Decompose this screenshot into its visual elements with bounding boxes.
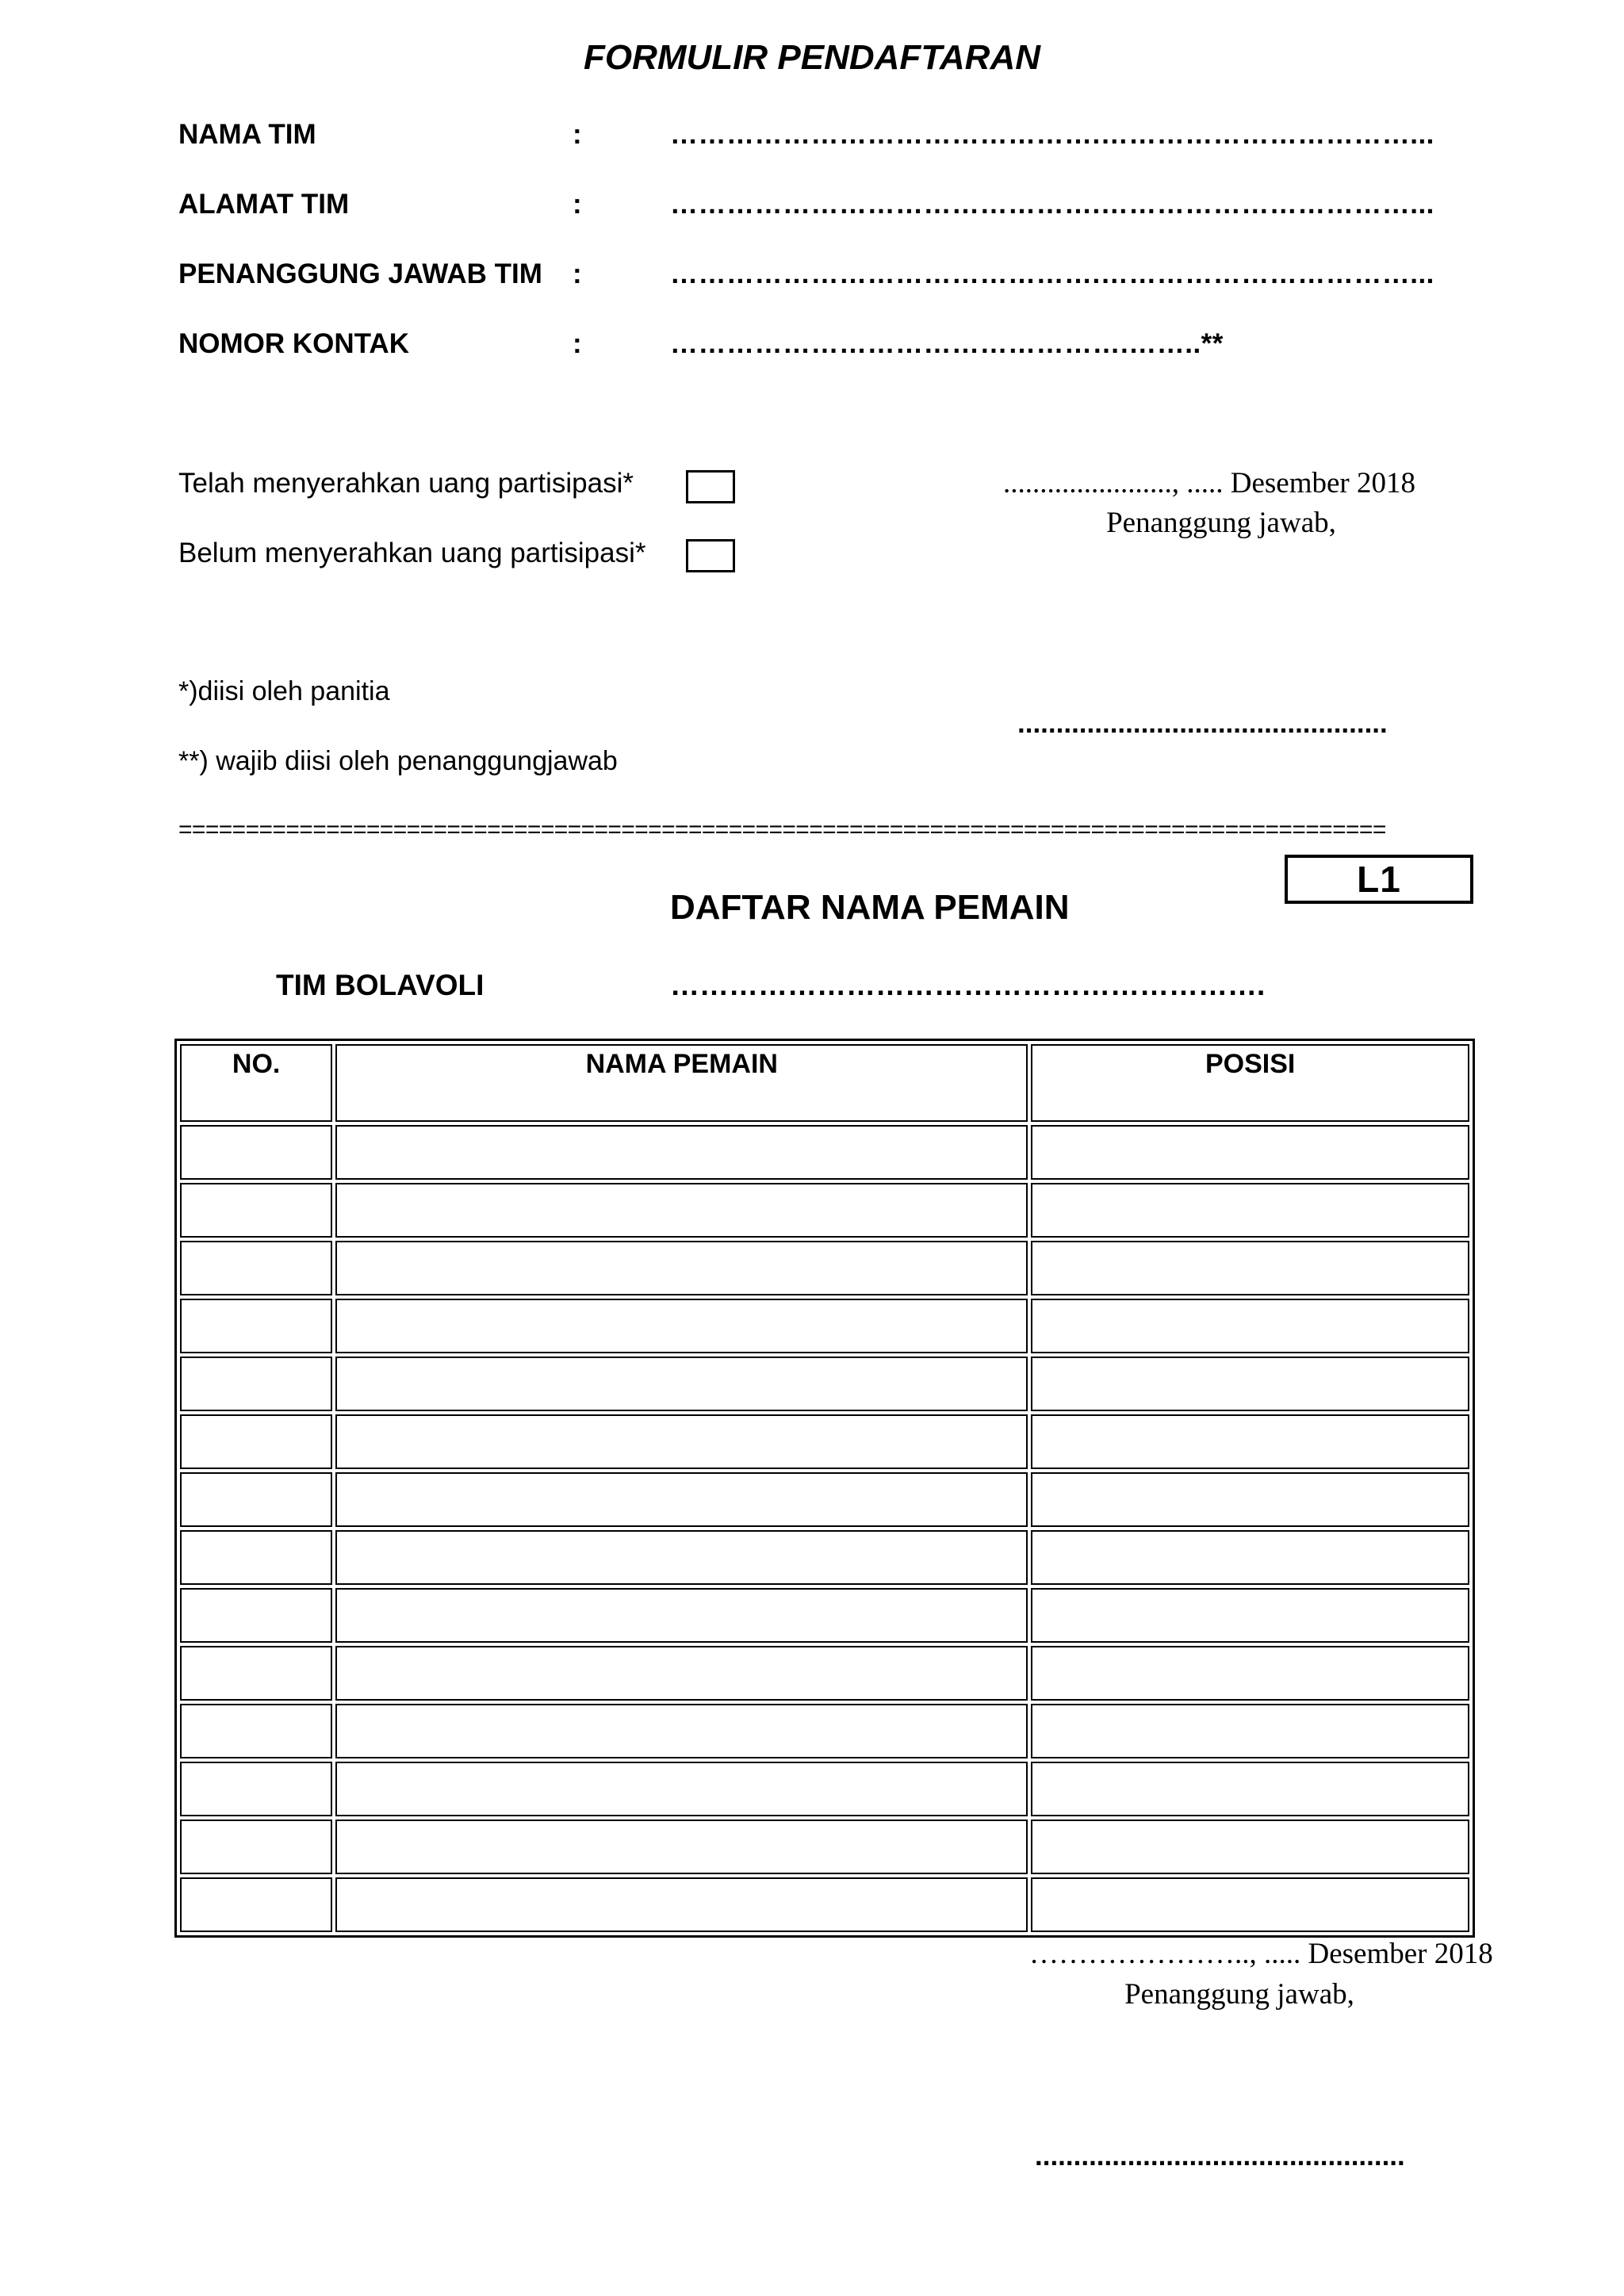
player-table (174, 1039, 1475, 1938)
cell-position[interactable] (1031, 1299, 1469, 1353)
field-colon: : (573, 328, 582, 359)
cell-player-name[interactable] (335, 1820, 1028, 1874)
column-header-position: POSISI (1031, 1044, 1469, 1122)
cell-no[interactable] (180, 1877, 332, 1932)
table-row (180, 1183, 1469, 1238)
player-signature-role: Penanggung jawab, (1124, 1978, 1354, 2011)
cell-position[interactable] (1031, 1877, 1469, 1932)
cell-no[interactable] (180, 1704, 332, 1758)
player-signature-line: ................................................ (1035, 2141, 1405, 2172)
cell-no[interactable] (180, 1820, 332, 1874)
cell-player-name[interactable] (335, 1125, 1028, 1180)
person-in-charge-field[interactable]: ……………………………………….……………………………... (670, 258, 1434, 289)
cell-no[interactable] (180, 1299, 332, 1353)
cell-position[interactable] (1031, 1646, 1469, 1701)
cell-position[interactable] (1031, 1530, 1469, 1585)
table-row (180, 1241, 1469, 1295)
table-row (180, 1472, 1469, 1527)
player-rows (180, 1125, 1469, 1932)
cell-player-name[interactable] (335, 1530, 1028, 1585)
section-divider: ========================================================================================== (178, 817, 1386, 843)
table-header-row (180, 1044, 1469, 1122)
paid-label: Telah menyerahkan uang partisipasi* (178, 468, 634, 499)
cell-position[interactable] (1031, 1588, 1469, 1643)
cell-player-name[interactable] (335, 1588, 1028, 1643)
contact-number-field[interactable]: ………………………………………….……..** (670, 328, 1224, 359)
cell-player-name[interactable] (335, 1472, 1028, 1527)
table-row (180, 1820, 1469, 1874)
cell-no[interactable] (180, 1183, 332, 1238)
team-name-field[interactable]: ……………………………………….……………………………... (670, 119, 1434, 150)
form-title: FORMULIR PENDAFTARAN (583, 38, 1041, 77)
table-row (180, 1762, 1469, 1816)
cell-no[interactable] (180, 1530, 332, 1585)
player-table-wrapper (174, 1039, 1475, 1938)
column-header-no: NO. (180, 1044, 332, 1122)
field-colon: : (573, 258, 582, 289)
signature-role: Penanggung jawab, (1106, 507, 1336, 539)
table-row (180, 1588, 1469, 1643)
table-row (180, 1299, 1469, 1353)
note-mandatory: **) wajib diisi oleh penanggungjawab (178, 746, 618, 776)
field-label-person-in-charge: PENANGGUNG JAWAB TIM (178, 258, 542, 289)
cell-no[interactable] (180, 1762, 332, 1816)
cell-position[interactable] (1031, 1820, 1469, 1874)
cell-player-name[interactable] (335, 1357, 1028, 1411)
cell-position[interactable] (1031, 1183, 1469, 1238)
cell-position[interactable] (1031, 1357, 1469, 1411)
cell-no[interactable] (180, 1588, 332, 1643)
cell-player-name[interactable] (335, 1414, 1028, 1469)
team-volleyball-field[interactable]: ……………………………………………………. (670, 969, 1266, 1001)
unpaid-label: Belum menyerahkan uang partisipasi* (178, 538, 646, 568)
table-row (180, 1530, 1469, 1585)
cell-no[interactable] (180, 1357, 332, 1411)
team-volleyball-label: TIM BOLAVOLI (276, 969, 485, 1001)
form-code-badge: L1 (1285, 855, 1473, 904)
cell-no[interactable] (180, 1414, 332, 1469)
cell-position[interactable] (1031, 1241, 1469, 1295)
signature-line: ................................................ (1017, 708, 1388, 739)
table-row (180, 1125, 1469, 1180)
player-list-title: DAFTAR NAMA PEMAIN (670, 888, 1070, 927)
cell-position[interactable] (1031, 1125, 1469, 1180)
player-signature-date-line: ………………….., ..... Desember 2018 (1029, 1938, 1493, 1970)
cell-player-name[interactable] (335, 1299, 1028, 1353)
cell-position[interactable] (1031, 1472, 1469, 1527)
table-row (180, 1704, 1469, 1758)
paid-checkbox[interactable] (686, 470, 735, 503)
cell-no[interactable] (180, 1472, 332, 1527)
cell-position[interactable] (1031, 1704, 1469, 1758)
table-row (180, 1357, 1469, 1411)
cell-player-name[interactable] (335, 1762, 1028, 1816)
field-label-contact-number: NOMOR KONTAK (178, 328, 409, 359)
field-colon: : (573, 189, 582, 220)
column-header-player-name: NAMA PEMAIN (335, 1044, 1028, 1122)
cell-player-name[interactable] (335, 1183, 1028, 1238)
cell-no[interactable] (180, 1646, 332, 1701)
field-label-team-name: NAMA TIM (178, 119, 316, 150)
cell-player-name[interactable] (335, 1704, 1028, 1758)
cell-position[interactable] (1031, 1414, 1469, 1469)
cell-player-name[interactable] (335, 1241, 1028, 1295)
table-row (180, 1414, 1469, 1469)
unpaid-checkbox[interactable] (686, 539, 735, 572)
field-label-team-address: ALAMAT TIM (178, 189, 350, 220)
table-row (180, 1877, 1469, 1932)
cell-player-name[interactable] (335, 1646, 1028, 1701)
cell-player-name[interactable] (335, 1877, 1028, 1932)
field-colon: : (573, 119, 582, 150)
signature-date-line: ......................., ..... Desember 2018 (1003, 467, 1415, 499)
note-committee: *)diisi oleh panitia (178, 676, 390, 706)
team-address-field[interactable]: ……………………………………….……………………………... (670, 189, 1434, 220)
cell-no[interactable] (180, 1241, 332, 1295)
cell-no[interactable] (180, 1125, 332, 1180)
cell-position[interactable] (1031, 1762, 1469, 1816)
table-row (180, 1646, 1469, 1701)
